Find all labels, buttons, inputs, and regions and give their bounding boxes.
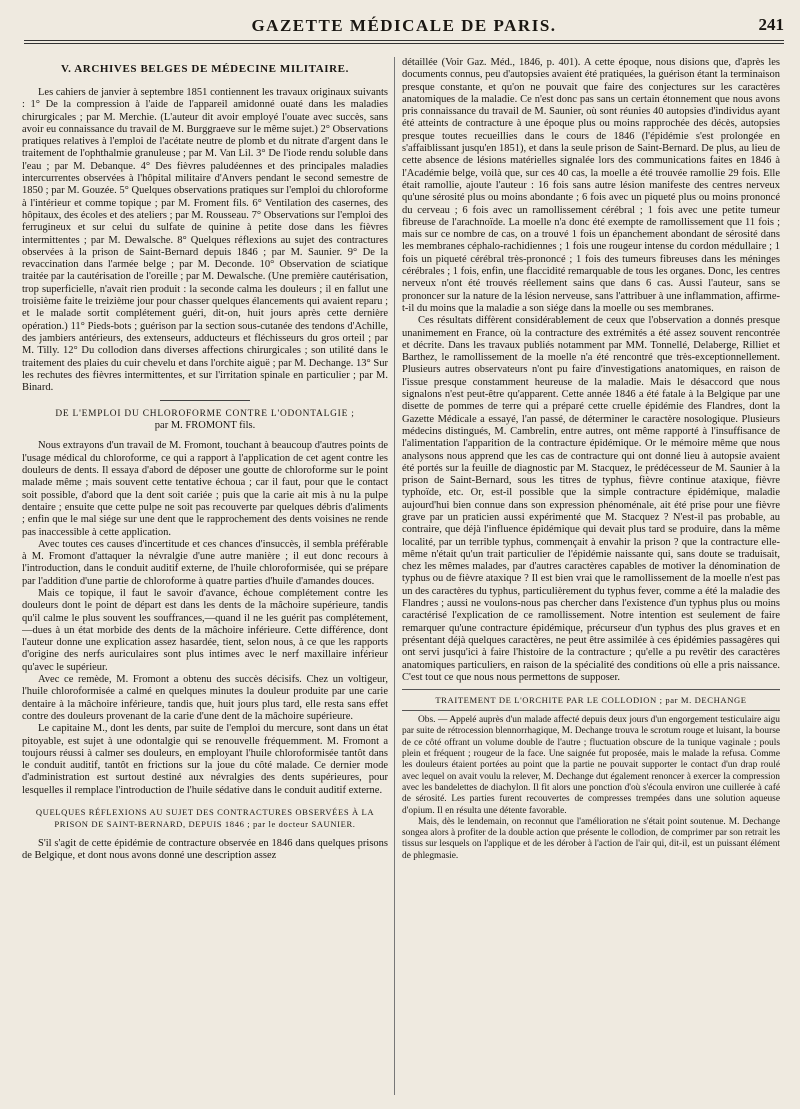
article-paragraph: Mais, dès le lendemain, on reconnut que l'amélioration ne s'était point soutenue. M. Dechange songea alors à profiter de la double action que présente le collodion, de comprimer par son retrait les tissus sur lesquels on l'applique et de les dérober à l'action de l'air qui, dit-il, est un puissant élément de phlegmasie.: [402, 816, 780, 861]
article-paragraph: Nous extrayons d'un travail de M. Fromont, touchant à beaucoup d'autres points de l'usage médical du chloroforme, ce qui a rapport à l'application de cet agent contre les douleurs de dents. Il essaya d'abord de déposer une goutte de chloroforme sur le point malade même ; mais souvent cette tentative échoua ; car il faut, pour que le contact soit possible, d'abord que la dent soit cariée ; puis que la carie ait mis à nu la pulpe dentaire ; ensuite que cette pulpe ne soit pas recouverte par quelques débris d'aliments ; enfin que le mal siége sur une dent que le rapprochement des dents voisines ne rende pas inaccessible à cette application.: [22, 440, 388, 538]
article-paragraph: Avec toutes ces causes d'incertitude et ces chances d'insuccès, il sembla préférable à M. Fromont d'attaquer la névralgie d'une autre manière ; il eut donc recours à l'introduction, dans le conduit auditif externe, de l'huile chloroformisée, qui se prépare par l'addition d'une partie de chloroforme à quatre parties d'huile d'amandes douces.: [22, 538, 388, 587]
article-divider: [402, 710, 780, 711]
article-paragraph: Ces résultats diffèrent considérablement de ceux que l'observation a donnés presque unanimement en France, où la contracture des extrémités a été assez souvent rencontrée et décrite. Dans les travaux publiés notamment par MM. Tonnellé, Delaberge, Rilliet et Barthez, le ramollissement de la moelle n'a été rencontré que très-exceptionnellement. Plusieurs autres observateurs n'ont pu faire d'investigations anatomiques, en raison de l'issue presque constamment heureuse de la maladie. Mais le désaccord que nous signalons n'est peut-être qu'apparent. Cette année 1846 a été fatale à la Belgique par une disette de pommes de terre qui a préparé cette cruelle épidémie des Flandres, dont la Gazette Médicale a essayé, l'an passé, de déterminer le caractère nosologique. Plusieurs médecins distingués, M. Cambrelin, entre autres, ont même rapporté à l'insuffisance de l'alimentation l'apparition de la contracture épidémique. Or le mémoire même que nous analysons nous apprend que les cas de contracture qui ont donné lieu à autopsie avaient été portés sur la feuille de diagnostic par M. Stacquez, le prédécesseur de M. Saunier à la prison de Saint-Bernard, sous les titres de typhus, fièvre continue ataxique, fièvre typhoïde, etc. Or, est-il possible que la simple contracture épidémique, maladie aujourd'hui bien connue dans son expression phénoménale, ait été prise pour une fièvre grave par un praticien aussi expérimenté que M. Stacquez ? N'est-il pas probable, au contraire, que déjà l'influence épidémique qui devait plus tard se produire, dans la même localité, par un terrible typhus, commençait à envahir la prison ? que la contracture elle-même n'était qu'un trait particulier de l'épidémie naissante qui, sans doute se traduisait, chez les mêmes malades, par d'autres caractères capables de motiver la dénomination de typhus ou de fièvre ataxique ? Il est bien vrai que le ramollissement de la moelle n'est pas un des caractères du typhus, particulièrement du typhus fever, comme a été la maladie des Flandres ; aussi ne voulons-nous pas chercher dans l'existence d'un typhus plus ou moins caractérisé l'explication de ce ramollissement. Notre intention est seulement de faire remarquer qu'une contracture épidémique, précurseur d'un typhus des plus graves et en présentant déjà quelques caractères, ne peut être assimilée à ces épidémies passagères qui ont servi jusqu'ici à faire l'histoire de la contracture ; qu'elle a pu revêtir des caractères anatomiques particuliers, en raison de la spécialité des conditions où elle a pris naissance. C'est tout ce que nous nous permettons de supposer.: [402, 315, 780, 683]
article-paragraph: S'il s'agit de cette épidémie de contracture observée en 1846 dans quelques prisons de Belgique, et dont nous avons donné une description assez: [22, 838, 388, 862]
contents-paragraph: Les cahiers de janvier à septembre 1851 contiennent les travaux originaux suivants : 1° De la compression à l'aide de l'appareil amidonné ouaté dans les maladies chirurgicales ; par M. Merchie. (L'auteur dit avoir employé l'ouate avec succès, sans avoir eu connaissance du travail de M. Burggraeve sur le même sujet.) 2° Observations pratiques relatives à l'emploi de l'acétate neutre de plomb et du nitrate d'argent dans le traitement de l'ophthalmie granuleuse ; par M. Van Lil. 3° De l'iode rendu soluble dans l'eau ; par M. Debanque. 4° Des fièvres paludéennes et des principales maladies intercurrentes observées à l'hôpital militaire d'Anvers pendant le second semestre de 1850 ; par M. Gouzée. 5° Quelques observations pratiques sur l'emploi du chloroforme à l'intérieur et comme topique ; par M. Froment fils. 6° Ventilation des casernes, des hôpitaux, des écoles et des ateliers ; par M. Rousseau. 7° Observations sur l'emploi des ferrugineux et sur celui du sulfate de quinine à petite dose dans les fièvres intermittentes ; par M. Dewalsche. 8° Quelques réflexions au sujet des contractures observées à la prison de Saint-Bernard depuis 1846 ; par M. Saunier. 9° De la revaccination dans l'armée belge ; par M. Deconde. 10° Observation de sciatique traitée par la cautérisation de l'oreille ; par M. Dewalsche. (Une première cautérisation, trop superficielle, n'avait rien produit : la seconde calma les douleurs ; il en fallut une troisième faite le treizième jour pour chasser quelques élancements qui avaient reparu ; et le malade sortit complétement guéri, dit-on, huit jours après cette dernière opération.) 11° Pieds-bots ; guérison par la section sous-cutanée des tendons d'Achille, des jambiers antérieurs, des extenseurs, adducteurs et fléchisseurs du gros orteil ; par M. Tilly. 12° Du collodion dans diverses affections chirurgicales ; son utilité dans le traitement des plaies du cuir chevelu et dans l'orchite aiguë ; par M. Dechange. 13° Sur les rechutes des fièvres intermittentes, et sur l'irritation spinale en particulier ; par M. Binard.: [22, 87, 388, 394]
right-column: [402, 57, 780, 1101]
page-number: 241: [758, 15, 784, 34]
article-heading: [22, 408, 388, 432]
header-rule-double: [24, 43, 784, 44]
article-divider: [402, 689, 780, 690]
article-divider: [160, 400, 250, 401]
left-column: [22, 57, 388, 1101]
article-title: QUELQUES RÉFLEXIONS AU SUJET DES CONTRACTURES OBSERVÉES À LA: [35, 807, 375, 818]
article-paragraph: Mais ce topique, il faut le savoir d'avance, échoue complétement contre les douleurs dont le point de départ est dans les dents de la mâchoire supérieure, tandis qu'il calme le plus souvent les souffrances,—quand il ne les guérit pas complétement,—dues à un état morbide des dents de la mâchoire inférieure. Cette différence, dont l'auteur donne une explication assez hasardée, tient, selon nous, à ce que les rapports d'origine des nerfs auriculaires sont plus intimes avec le nerf maxillaire inférieur qu'avec le supérieur.: [22, 587, 388, 673]
article-paragraph: Le capitaine M., dont les dents, par suite de l'emploi du mercure, sont dans un état pitoyable, est sujet à une odontalgie qui se renouvelle fréquemment. M. Fromont a toujours réussi à calmer ses douleurs, en employant l'huile chloroformisée tantôt dans le conduit auditif, tantôt en frictions sur la joue du côté malade. Ce dernier mode d'administration est surtout destiné aux névralgies des dents supérieures, pour lesquelles il remplace l'introduction de l'huile sédative dans le conduit auditif externe.: [22, 723, 388, 796]
article-author: par M. FROMONT fils.: [154, 420, 256, 432]
article-paragraph: détaillée (Voir Gaz. Méd., 1846, p. 401). A cette époque, nous disions que, d'après les documents connus, peu d'autopsies avaient été pratiquées, la guérison étant la terminaison presque constante, et qu'on ne pouvait que faire des conjectures sur les caractères anatomiques de la maladie. Ce n'est donc pas sans un certain étonnement que nous avons pris connaissance du travail de M. Saunier, où sont réunies 40 autopsies d'individus ayant été atteints de contracture à une époque plus ou moins rapprochée des décès, autopsies presque toutes recueillies dans le cours de 1846 (l'épidémie s'est prolongée en s'affaiblissant jusqu'en 1851), et dans la seule prison de Saint-Bernard. De plus, au lieu de cette absence de lésions matérielles signalée lors des communications faites en 1846 à l'Académie belge, voilà que, sur ces 40 cas, la moelle a été trouvée ramollie 29 fois. Elle était ramollie, ajoute l'auteur : 16 fois sans autre lésion manifeste des centres nerveux qu'une sérosité plus ou moins abondante ; 6 fois avec un piqueté plus ou moins prononcé du cerveau ; 6 fois avec un ramollissement cérébral ; 1 fois avec une petite tumeur fibreuse de l'arachnoïde. La moelle n'a donc été exempte de ramollissement que 11 fois ; mais sur ce nombre de cas, on a trouvé 1 fois un épanchement abondant de sérosité dans les membranes céphalo-rachidiennes ; 1 fois une rougeur intense du cordon médullaire ; 1 fois un piqueté cérébral très-prononcé ; 1 fois des tumeurs fibreuses dans les méninges cérébrales ; 1 fois, enfin, une flaccidité remarquable de tous les organes. Donc, les centres nerveux n'ont été trouvés réellement sains que dans 6 cas. Aussi l'auteur, sans se prononcer sur la nature de la lésion nerveuse, sans l'attribuer à une inflammation, affirme-t-il du moins que la maladie a son siége dans la moelle ou ses membranes.: [402, 57, 780, 314]
article-paragraph: Avec ce remède, M. Fromont a obtenu des succès décisifs. Chez un voltigeur, l'huile chloroformisée a calmé en quelques minutes la douleur produite par une carie dentaire à la mâchoire inférieure, tandis que, huit jours plus tard, elle resta sans effet contre des douleurs provenant de la carie d'une dent de la mâchoire supérieure.: [22, 674, 388, 722]
article-paragraph: Obs. — Appelé auprès d'un malade affecté depuis deux jours d'un engorgement testiculaire aigu par suite de rétrocession blennorrhagique, M. Dechange trouva le scrotum rouge et luisant, la bourse de ce côté offrant un volume double de l'autre ; fluctuation obscure de la tunique vaginale ; pouls plein et fréquent ; rougeur de la face. Une saignée fut proposée, mais le malade la refusa. Comme les douleurs étaient portées au point que la partie ne pouvait supporter le contact d'un drap roulé avec lequel on avait voulu la relever, M. Dechange dut également renoncer à exercer la compression avec les bandelettes de diachylon. Il fit alors une ponction d'où s'écoula environ une cuillerée à café de sérosité. Les parties furent recouvertes de compresses trempées dans une solution aqueuse d'opium. Il en résulta une détente favorable.: [402, 715, 780, 816]
article-title: DE L'EMPLOI DU CHLOROFORME CONTRE L'ODONTALGIE ;: [55, 409, 355, 420]
column-separator: [394, 57, 395, 1095]
article-heading: TRAITEMENT DE L'ORCHITE PAR LE COLLODION ; par M. DECHANGE: [435, 695, 747, 706]
page-header: [24, 12, 784, 40]
section-title: V. ARCHIVES BELGES DE MÉDECINE MILITAIRE.: [61, 63, 349, 75]
journal-title: GAZETTE MÉDICALE DE PARIS.: [251, 16, 557, 35]
article-title-continued: PRISON DE SAINT-BERNARD, DEPUIS 1846 ; par le docteur SAUNIER.: [54, 819, 356, 830]
header-rule: [24, 40, 784, 41]
article-heading: [22, 806, 388, 830]
